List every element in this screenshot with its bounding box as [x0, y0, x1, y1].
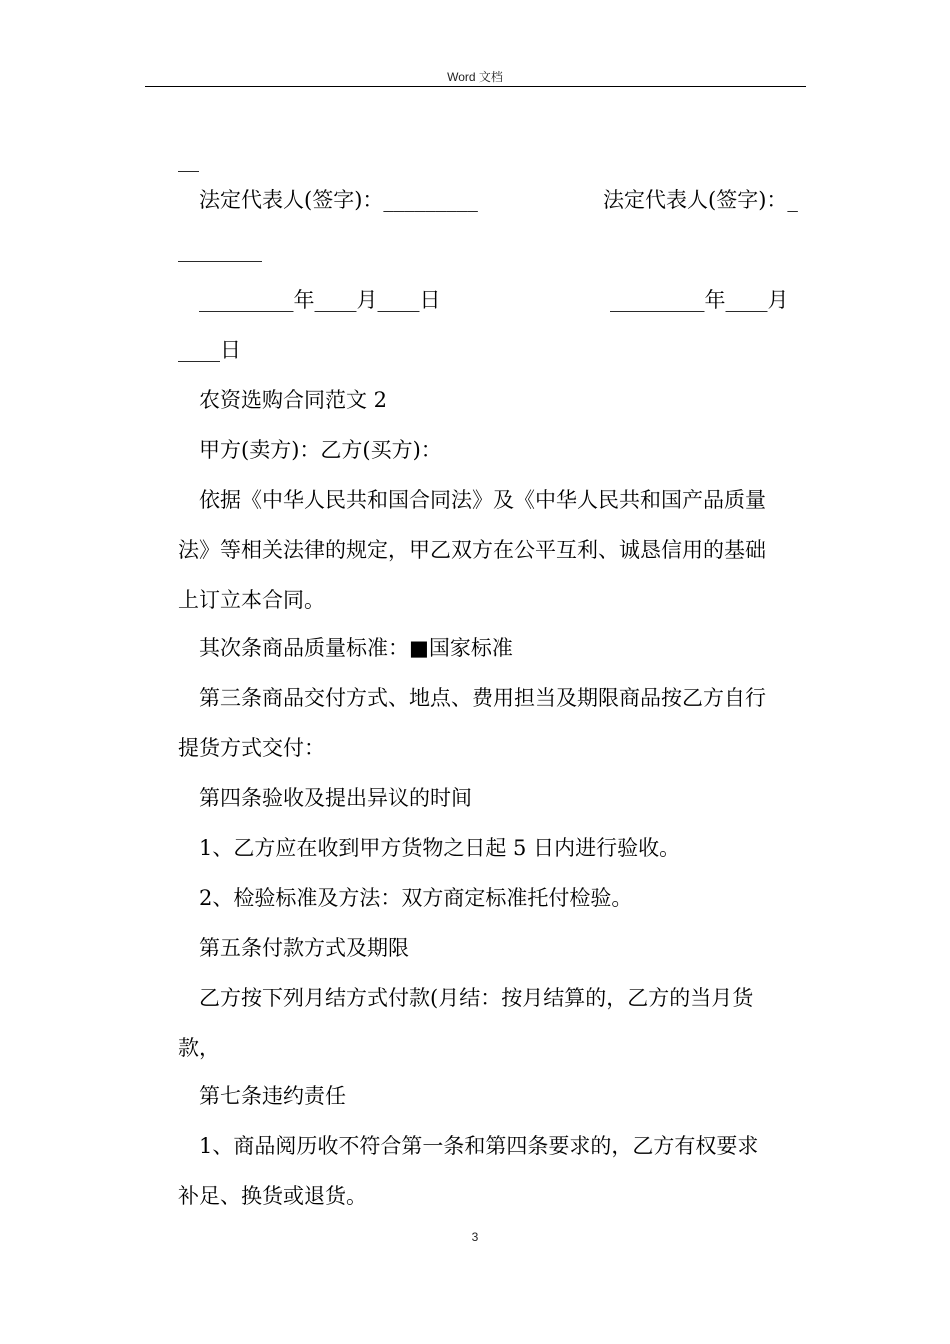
party-b-date-line: _________年____月 [610, 288, 789, 312]
clause-heading: 第五条付款方式及期限 [199, 936, 409, 960]
clause-heading: 第四条验收及提出异议的时间 [199, 786, 472, 810]
page-number: 3 [471, 1230, 479, 1244]
signature-line-tail: __ [178, 148, 199, 172]
paragraph-line: 法》等相关法律的规定，甲乙双方在公平互利、诚恳信用的基础 [178, 538, 766, 562]
paragraph-line: 提货方式交付： [178, 736, 325, 760]
section-title: 农资选购合同范文 2 [199, 388, 388, 412]
paragraph-line: 依据《中华人民共和国合同法》及《中华人民共和国产品质量 [199, 488, 766, 512]
signature-line-continued: ________ [178, 238, 262, 262]
paragraph-line: 款， [178, 1036, 220, 1060]
list-item: 1、乙方应在收到甲方货物之日起 5 日内进行验收。 [199, 836, 681, 860]
party-b-signature-line: 法定代表人(签字)：_ [603, 188, 798, 212]
list-item: 1、商品阅历收不符合第一条和第四条要求的，乙方有权要求 [199, 1134, 759, 1158]
parties-line: 甲方(卖方)：乙方(买方)： [199, 438, 442, 462]
header-title: Word 文档 [447, 70, 503, 84]
header-divider [145, 86, 806, 87]
party-a-date-line: _________年____月____日 [199, 288, 441, 312]
paragraph-line: 其次条商品质量标准：■国家标准 [199, 636, 513, 660]
paragraph-line: 上订立本合同。 [178, 588, 325, 612]
list-item: 补足、换货或退货。 [178, 1184, 367, 1208]
paragraph-line: 第三条商品交付方式、地点、费用担当及期限商品按乙方自行 [199, 686, 766, 710]
clause-heading: 第七条违约责任 [199, 1084, 346, 1108]
paragraph-line: 乙方按下列月结方式付款(月结：按月结算的，乙方的当月货 [199, 986, 754, 1010]
date-line-continued: ____日 [178, 338, 241, 362]
list-item: 2、检验标准及方法：双方商定标准托付检验。 [199, 886, 633, 910]
party-a-signature-line: 法定代表人(签字)：_________ [199, 188, 478, 212]
